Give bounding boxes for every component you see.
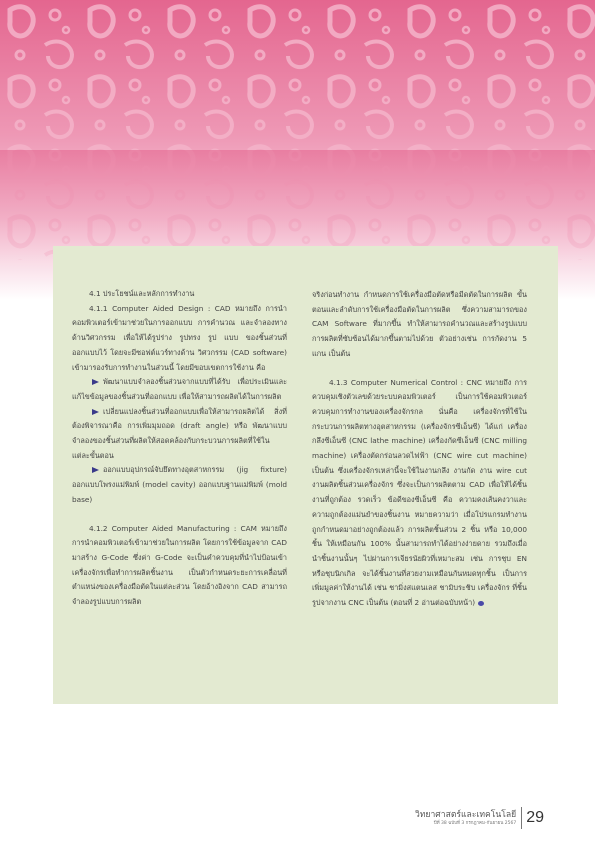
magazine-title: วิทยาศาสตร์และเทคโนโลยี (414, 809, 517, 820)
triangle-bullet-icon (92, 409, 99, 415)
article-panel (53, 246, 558, 704)
cnc-paragraph: 4.1.3 Computer Numerical Control : CNC หมายถึง การควบคุมเชิงตัวเลขด้วยระบบคอมพิวเตอร์ เป็นการใช้คอมพิวเตอร์ควบคุมการทำงานของเครื่องจักรกล นั่นคือ เครื่องจักรที่ใช้ในกระบวนการผลิตทางอุตสาหกรรม (เครื่องจักรซีเอ็นซี) ได้แก่ เครื่องกลึงซีเอ็นซี (CNC lathe machine) เครื่องกัดซีเอ็นซี (CNC milling machine) เครื่องตัดกร่อนลวดไฟฟ้า (CNC wire cut machine) เป็นต้น ซึ่งเครื่องจักรเหล่านี้จะใช้ในงานกลึง งานกัด งาน wire cut งานผลิตชิ้นส่วนเครื่องจักร ซึ่งจะเป็นการผลิตตาม CAD เพื่อให้ได้ชิ้นงานที่ถูกต้อง รวดเร็ว ข้อดีของซีเอ็นซี คือ ความคงเส้นคงวาและความถูกต้องแม่นยำของชิ้นงาน หมายความว่า เมื่อโปรแกรมทำงานถูกกำหนดมาอย่างถูกต้องแล้ว การผลิตชิ้นส่วน 2 ชิ้น หรือ 10,000 ชิ้น ให้เหมือนกัน 100% นั้นสามารถทำได้อย่างง่ายดาย รวมถึงเมื่อนำชิ้นงานนั้นๆ ไปผ่านการเจียรนัยผิวที่เหมาะสม เช่น การชุบ EN หรือชุบนิกเกิล จะได้ชิ้นงานที่สวยงามเหมือนกันหมดทุกชิ้น เป็นการเพิ่มมูลค่าให้งานได้ เช่น ชามิ่งสแตนเลส ชามิบระชิบ เครื่องจักร ที่ชิ้นรูปจากงาน CNC เป็นต้น (ตอนที่ 2 อ่านต่อฉบับหน้า) (312, 377, 527, 608)
page-number: 29 (526, 809, 544, 826)
triangle-bullet-icon (92, 467, 99, 473)
paragraph-gap (72, 508, 287, 522)
magazine-info (415, 810, 516, 827)
cad-bullet-item: พัฒนาแบบจำลองชิ้นส่วนจากแบบที่ได้รับ เพื่อประเมินและแก้ไขข้อมูลของชิ้นส่วนที่ออกแบบ เพื่อให้สามารถผลิตได้ในการผลิต (72, 377, 287, 401)
end-mark-icon (478, 601, 484, 606)
left-column (72, 287, 287, 610)
paragraph-gap (312, 362, 527, 376)
triangle-bullet-icon (92, 379, 99, 385)
page-footer (415, 805, 544, 831)
cam-continued-paragraph: จริงก่อนทำงาน กำหนดการใช้เครื่องมือตัดหรือมีดตัดในการผลิต ขั้นตอนและลำดับการใช้เครื่องมือตัดในการผลิต ซึ่งความสามารถของ CAM Software ที่มากขึ้น ทำให้สามารถคำนวณและสร้างรูปแบบการผลิตที่ซับซ้อนได้มากขึ้นตามไปด้วย ตัวอย่างเช่น การกัดงาน 5 แกน เป็นต้น (312, 290, 527, 358)
footer-divider (521, 807, 522, 829)
cam-paragraph: 4.1.2 Computer Aided Manufacturing : CAM หมายถึง การนำคอมพิวเตอร์เข้ามาช่วยในการผลิต โดยการใช้ข้อมูลจาก CAD มาสร้าง G-Code ซึ่งค่า G-Code จะเป็นคำควบคุมที่นำไปป้อนเข้าเครื่องจักรเพื่อทำการผลิตชิ้นงาน เป็นตัวกำหนดระยะการเคลื่อนที่ ตำแหน่งของเครื่องมือตัดในแต่ละส่วน โดยอ้างอิงจาก CAD สามารถจำลองรูปแบบการผลิต (72, 523, 287, 607)
issue-info: ปีที่ 38 ฉบับที่ 3 กรกฎาคม-กันยายน 2567 (433, 820, 517, 826)
cad-bullet-item: ออกแบบอุปกรณ์จับยึดทางอุตสาหกรรม (jig fixture) ออกแบบโพรงแม่พิมพ์ (model cavity) ออกแบบฐานแม่พิมพ์ (mold base) (72, 465, 287, 504)
cad-bullet-item: เปลี่ยนแปลงชิ้นส่วนที่ออกแบบเพื่อให้สามารถผลิตได้ สิ่งที่ต้องพิจารณาคือ การเพิ่มมุมถอด (draft angle) หรือ พัฒนาแบบจำลองของชิ้นส่วนที่ผลิตให้สอดคล้องกับกระบวนการผลิตที่ใช้ในแต่ละขั้นตอน (72, 406, 287, 460)
section-heading: 4.1 ประโยชน์และหลักการทำงาน (89, 289, 195, 298)
cad-paragraph: 4.1.1 Computer Aided Design : CAD หมายถึง การนำคอมพิวเตอร์เข้ามาช่วยในการออกแบบ การคำนวณ และจำลองทางด้านวิศวกรรม เพื่อให้ได้รูปร่าง รูปทรง รูป แบบ ของชิ้นส่วนที่ออกแบบไว้ โดยจะมีซอฟต์แวร์ทางด้าน วิศวกรรม (CAD software) เข้ามารองรับการทำงานในส่วนนี้ โดยมีขอบเขตการใช้งาน คือ (72, 303, 287, 372)
right-column (312, 288, 527, 611)
